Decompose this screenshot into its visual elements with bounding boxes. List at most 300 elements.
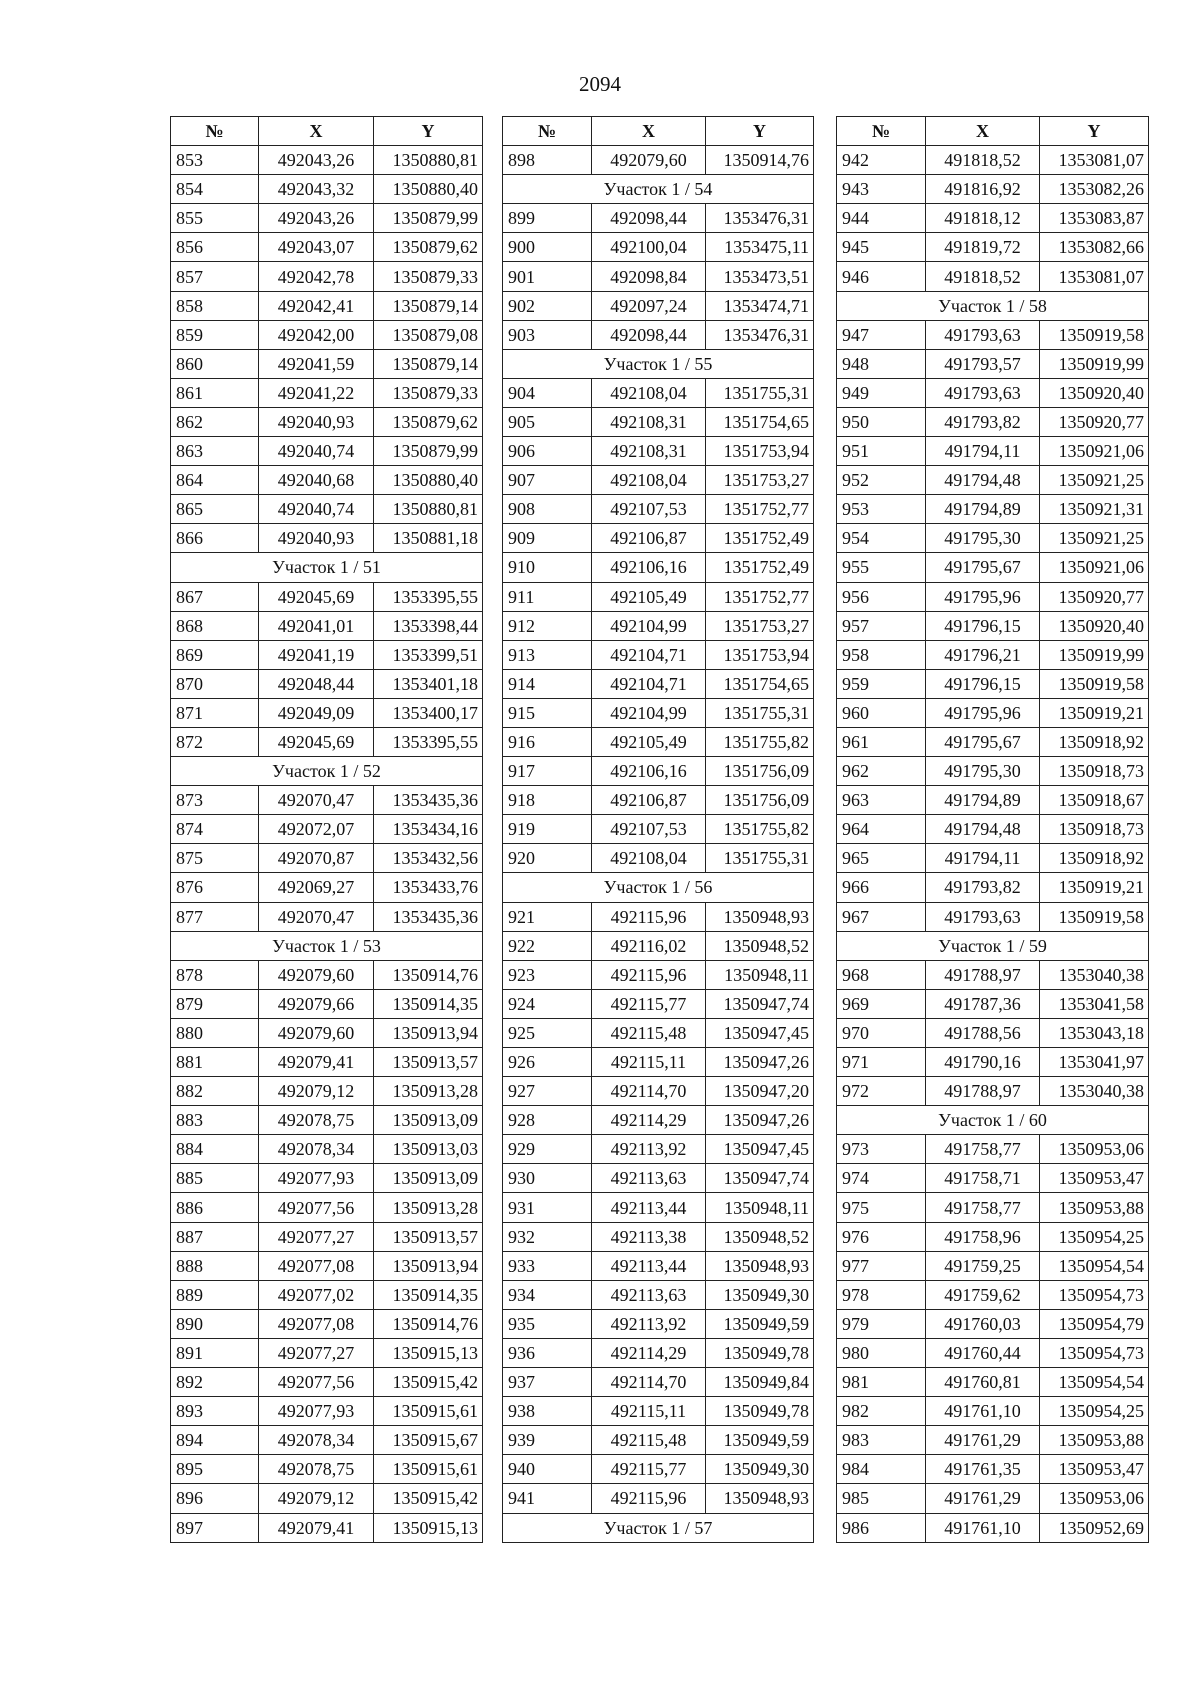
point-number-cell: 905: [503, 407, 592, 436]
point-number-cell: 961: [837, 727, 926, 756]
point-number-cell: 952: [837, 466, 926, 495]
table-row: [837, 262, 1149, 291]
table-row: [837, 815, 1149, 844]
point-number-cell: 912: [503, 611, 592, 640]
page-number: 2094: [579, 72, 621, 96]
y-coordinate-cell: 1350879,99: [374, 204, 483, 233]
point-number-cell: 975: [837, 1193, 926, 1222]
x-coordinate-cell: 492040,68: [259, 466, 374, 495]
table-row: [837, 204, 1149, 233]
table-row: [171, 1280, 483, 1309]
y-coordinate-cell: 1350915,42: [374, 1368, 483, 1397]
x-coordinate-cell: 491796,15: [926, 611, 1040, 640]
point-number-cell: 966: [837, 873, 926, 902]
table-row: [171, 495, 483, 524]
point-number-cell: 859: [171, 320, 259, 349]
y-coordinate-cell: 1350914,35: [374, 989, 483, 1018]
y-coordinate-cell: 1350919,58: [1040, 320, 1149, 349]
y-coordinate-cell: 1350918,92: [1040, 844, 1149, 873]
table-row: [503, 1338, 814, 1367]
y-coordinate-cell: 1351753,27: [706, 611, 814, 640]
point-number-cell: 982: [837, 1397, 926, 1426]
y-coordinate-cell: 1350947,74: [706, 989, 814, 1018]
table-row: [503, 902, 814, 931]
x-coordinate-cell: 492104,99: [592, 611, 706, 640]
y-coordinate-cell: 1353043,18: [1040, 1018, 1149, 1047]
point-number-cell: 974: [837, 1164, 926, 1193]
x-coordinate-cell: 492043,07: [259, 233, 374, 262]
y-coordinate-cell: 1350953,06: [1040, 1135, 1149, 1164]
point-number-cell: 858: [171, 291, 259, 320]
y-coordinate-cell: 1350954,54: [1040, 1251, 1149, 1280]
table-row: [503, 1455, 814, 1484]
x-coordinate-cell: 491819,72: [926, 233, 1040, 262]
table-row: [837, 1338, 1149, 1367]
point-number-cell: 922: [503, 931, 592, 960]
point-number-cell: 918: [503, 786, 592, 815]
table-header-row: [503, 117, 814, 146]
point-number-cell: 947: [837, 320, 926, 349]
point-number-cell: 933: [503, 1251, 592, 1280]
x-coordinate-cell: 492108,31: [592, 407, 706, 436]
table-row: [503, 960, 814, 989]
point-number-cell: 889: [171, 1280, 259, 1309]
point-number-cell: 981: [837, 1368, 926, 1397]
point-number-cell: 921: [503, 902, 592, 931]
section-heading: Участок 1 / 53: [171, 931, 483, 960]
point-number-cell: 969: [837, 989, 926, 1018]
table-row: [171, 1251, 483, 1280]
table-row: [837, 553, 1149, 582]
x-coordinate-cell: 491793,63: [926, 320, 1040, 349]
y-coordinate-cell: 1350948,93: [706, 1251, 814, 1280]
table-row: [503, 495, 814, 524]
point-number-cell: 944: [837, 204, 926, 233]
table-row: [837, 524, 1149, 553]
point-number-cell: 916: [503, 727, 592, 756]
y-coordinate-cell: 1351752,49: [706, 553, 814, 582]
table-row: [171, 1309, 483, 1338]
y-coordinate-cell: 1350914,35: [374, 1280, 483, 1309]
point-number-cell: 887: [171, 1222, 259, 1251]
table-row: [171, 233, 483, 262]
x-coordinate-cell: 492077,08: [259, 1251, 374, 1280]
x-coordinate-cell: 491793,57: [926, 349, 1040, 378]
table-row: [503, 378, 814, 407]
point-number-cell: 973: [837, 1135, 926, 1164]
x-coordinate-cell: 491795,30: [926, 757, 1040, 786]
table-row: [837, 989, 1149, 1018]
y-coordinate-cell: 1350949,59: [706, 1426, 814, 1455]
y-coordinate-cell: 1351753,94: [706, 640, 814, 669]
x-coordinate-cell: 492043,32: [259, 175, 374, 204]
y-coordinate-cell: 1350954,73: [1040, 1338, 1149, 1367]
table-row: [503, 146, 814, 175]
table-row: [503, 1193, 814, 1222]
table-row: [171, 669, 483, 698]
y-coordinate-cell: 1351754,65: [706, 407, 814, 436]
table-row: [171, 1164, 483, 1193]
point-number-cell: 950: [837, 407, 926, 436]
point-number-cell: 895: [171, 1455, 259, 1484]
x-coordinate-cell: 492113,44: [592, 1251, 706, 1280]
table-row: [503, 727, 814, 756]
x-coordinate-cell: 491761,10: [926, 1397, 1040, 1426]
point-number-cell: 911: [503, 582, 592, 611]
y-coordinate-cell: 1350954,54: [1040, 1368, 1149, 1397]
x-coordinate-cell: 491790,16: [926, 1048, 1040, 1077]
point-number-cell: 977: [837, 1251, 926, 1280]
table-row: [503, 1426, 814, 1455]
x-coordinate-cell: 492078,34: [259, 1135, 374, 1164]
table-row: [503, 1280, 814, 1309]
y-coordinate-cell: 1350914,76: [374, 1309, 483, 1338]
y-coordinate-cell: 1350913,28: [374, 1193, 483, 1222]
table-row: [503, 524, 814, 553]
table-row: [503, 1048, 814, 1077]
y-coordinate-cell: 1350879,14: [374, 349, 483, 378]
x-header: X: [592, 117, 706, 146]
point-number-cell: 937: [503, 1368, 592, 1397]
y-coordinate-cell: 1350913,03: [374, 1135, 483, 1164]
table-row: [503, 320, 814, 349]
y-coordinate-cell: 1350948,52: [706, 931, 814, 960]
point-number-cell: 875: [171, 844, 259, 873]
x-coordinate-cell: 492041,01: [259, 611, 374, 640]
y-coordinate-cell: 1350879,08: [374, 320, 483, 349]
y-coordinate-cell: 1350915,13: [374, 1338, 483, 1367]
y-coordinate-cell: 1350947,26: [706, 1048, 814, 1077]
point-number-cell: 871: [171, 698, 259, 727]
x-coordinate-cell: 492114,70: [592, 1368, 706, 1397]
table-row: [503, 407, 814, 436]
point-number-cell: 904: [503, 378, 592, 407]
x-coordinate-cell: 491760,03: [926, 1309, 1040, 1338]
y-coordinate-cell: 1351752,49: [706, 524, 814, 553]
point-number-cell: 954: [837, 524, 926, 553]
y-coordinate-cell: 1350949,30: [706, 1455, 814, 1484]
y-coordinate-cell: 1350919,99: [1040, 640, 1149, 669]
point-number-cell: 903: [503, 320, 592, 349]
point-number-cell: 970: [837, 1018, 926, 1047]
x-coordinate-cell: 492098,44: [592, 204, 706, 233]
point-number-cell: 879: [171, 989, 259, 1018]
table-row: [503, 582, 814, 611]
table-row: [503, 698, 814, 727]
x-coordinate-cell: 492113,92: [592, 1309, 706, 1338]
section-heading-row: [503, 175, 814, 204]
section-heading: Участок 1 / 55: [503, 349, 814, 378]
y-coordinate-cell: 1350880,40: [374, 175, 483, 204]
y-coordinate-cell: 1350921,06: [1040, 437, 1149, 466]
y-coordinate-cell: 1350920,40: [1040, 378, 1149, 407]
point-number-cell: 986: [837, 1513, 926, 1542]
point-number-cell: 940: [503, 1455, 592, 1484]
x-coordinate-cell: 492042,78: [259, 262, 374, 291]
table-row: [171, 1193, 483, 1222]
x-coordinate-cell: 491758,96: [926, 1222, 1040, 1251]
number-header: №: [837, 117, 926, 146]
table-row: [171, 146, 483, 175]
table-row: [171, 320, 483, 349]
table-row: [837, 1222, 1149, 1251]
coordinates-table-2: [502, 116, 814, 1543]
y-coordinate-cell: 1350879,99: [374, 437, 483, 466]
point-number-cell: 880: [171, 1018, 259, 1047]
x-coordinate-cell: 492042,00: [259, 320, 374, 349]
x-header: X: [259, 117, 374, 146]
table-row: [171, 1018, 483, 1047]
table-row: [503, 1077, 814, 1106]
point-number-cell: 881: [171, 1048, 259, 1077]
y-coordinate-cell: 1350913,28: [374, 1077, 483, 1106]
x-coordinate-cell: 491795,67: [926, 553, 1040, 582]
x-coordinate-cell: 492040,74: [259, 437, 374, 466]
y-coordinate-cell: 1350879,62: [374, 407, 483, 436]
point-number-cell: 941: [503, 1484, 592, 1513]
point-number-cell: 917: [503, 757, 592, 786]
x-coordinate-cell: 491793,82: [926, 407, 1040, 436]
point-number-cell: 953: [837, 495, 926, 524]
table-row: [503, 1397, 814, 1426]
table-row: [171, 1426, 483, 1455]
point-number-cell: 942: [837, 146, 926, 175]
table-row: [503, 931, 814, 960]
table-row: [503, 1309, 814, 1338]
y-coordinate-cell: 1353081,07: [1040, 262, 1149, 291]
x-coordinate-cell: 491795,67: [926, 727, 1040, 756]
y-coordinate-cell: 1350953,88: [1040, 1193, 1149, 1222]
x-coordinate-cell: 492108,31: [592, 437, 706, 466]
table-row: [837, 786, 1149, 815]
table-row: [837, 407, 1149, 436]
table-row: [837, 1309, 1149, 1338]
y-coordinate-cell: 1350913,09: [374, 1164, 483, 1193]
point-number-cell: 957: [837, 611, 926, 640]
table-row: [171, 786, 483, 815]
point-number-cell: 873: [171, 786, 259, 815]
table-row: [503, 989, 814, 1018]
point-number-cell: 959: [837, 669, 926, 698]
x-coordinate-cell: 492115,11: [592, 1048, 706, 1077]
point-number-cell: 913: [503, 640, 592, 669]
point-number-cell: 949: [837, 378, 926, 407]
point-number-cell: 868: [171, 611, 259, 640]
y-coordinate-cell: 1350954,25: [1040, 1397, 1149, 1426]
table-row: [837, 960, 1149, 989]
y-coordinate-cell: 1350919,21: [1040, 698, 1149, 727]
point-number-cell: 958: [837, 640, 926, 669]
table-row: [171, 1397, 483, 1426]
point-number-cell: 923: [503, 960, 592, 989]
table-row: [837, 1426, 1149, 1455]
x-coordinate-cell: 492107,53: [592, 815, 706, 844]
y-coordinate-cell: 1353399,51: [374, 640, 483, 669]
y-coordinate-cell: 1353475,11: [706, 233, 814, 262]
table-row: [171, 640, 483, 669]
table-row: [837, 1484, 1149, 1513]
table-row: [837, 349, 1149, 378]
point-number-cell: 939: [503, 1426, 592, 1455]
x-coordinate-cell: 492043,26: [259, 146, 374, 175]
y-coordinate-cell: 1350947,45: [706, 1018, 814, 1047]
table-row: [171, 815, 483, 844]
table-row: [171, 1106, 483, 1135]
table-row: [837, 727, 1149, 756]
x-coordinate-cell: 492040,74: [259, 495, 374, 524]
x-coordinate-cell: 492041,19: [259, 640, 374, 669]
y-coordinate-cell: 1351755,31: [706, 698, 814, 727]
point-number-cell: 892: [171, 1368, 259, 1397]
x-coordinate-cell: 491761,35: [926, 1455, 1040, 1484]
y-coordinate-cell: 1353433,76: [374, 873, 483, 902]
x-coordinate-cell: 492048,44: [259, 669, 374, 698]
x-coordinate-cell: 492115,77: [592, 1455, 706, 1484]
point-number-cell: 897: [171, 1513, 259, 1542]
x-coordinate-cell: 492070,87: [259, 844, 374, 873]
y-coordinate-cell: 1351756,09: [706, 757, 814, 786]
y-coordinate-cell: 1353398,44: [374, 611, 483, 640]
y-coordinate-cell: 1353082,66: [1040, 233, 1149, 262]
section-heading-row: [837, 931, 1149, 960]
point-number-cell: 870: [171, 669, 259, 698]
section-heading: Участок 1 / 56: [503, 873, 814, 902]
table-row: [503, 640, 814, 669]
table-row: [837, 175, 1149, 204]
table-row: [171, 611, 483, 640]
y-coordinate-cell: 1353081,07: [1040, 146, 1149, 175]
x-coordinate-cell: 492115,96: [592, 1484, 706, 1513]
x-coordinate-cell: 492072,07: [259, 815, 374, 844]
x-coordinate-cell: 491787,36: [926, 989, 1040, 1018]
y-coordinate-cell: 1350914,76: [374, 960, 483, 989]
point-number-cell: 967: [837, 902, 926, 931]
x-coordinate-cell: 492104,71: [592, 669, 706, 698]
table-row: [171, 960, 483, 989]
x-coordinate-cell: 492115,77: [592, 989, 706, 1018]
x-coordinate-cell: 492115,11: [592, 1397, 706, 1426]
x-coordinate-cell: 491794,89: [926, 495, 1040, 524]
y-coordinate-cell: 1350918,73: [1040, 757, 1149, 786]
table-row: [171, 844, 483, 873]
table-row: [171, 1368, 483, 1397]
table-row: [837, 1048, 1149, 1077]
table-row: [837, 669, 1149, 698]
x-coordinate-cell: 491759,25: [926, 1251, 1040, 1280]
table-row: [837, 873, 1149, 902]
table-row: [171, 1455, 483, 1484]
table-row: [503, 815, 814, 844]
table-row: [171, 1484, 483, 1513]
point-number-cell: 866: [171, 524, 259, 553]
point-number-cell: 884: [171, 1135, 259, 1164]
point-number-cell: 872: [171, 727, 259, 756]
x-coordinate-cell: 492077,93: [259, 1397, 374, 1426]
y-coordinate-cell: 1350881,18: [374, 524, 483, 553]
table-row: [503, 1368, 814, 1397]
point-number-cell: 898: [503, 146, 592, 175]
table-row: [837, 466, 1149, 495]
y-coordinate-cell: 1353432,56: [374, 844, 483, 873]
table-row: [503, 611, 814, 640]
y-coordinate-cell: 1350913,57: [374, 1048, 483, 1077]
x-coordinate-cell: 491794,89: [926, 786, 1040, 815]
y-coordinate-cell: 1351755,31: [706, 378, 814, 407]
point-number-cell: 869: [171, 640, 259, 669]
y-coordinate-cell: 1350954,73: [1040, 1280, 1149, 1309]
y-coordinate-cell: 1353435,36: [374, 786, 483, 815]
section-heading-row: [837, 1106, 1149, 1135]
x-coordinate-cell: 492105,49: [592, 727, 706, 756]
x-coordinate-cell: 491761,10: [926, 1513, 1040, 1542]
table-row: [171, 1513, 483, 1542]
x-coordinate-cell: 491761,29: [926, 1484, 1040, 1513]
point-number-cell: 968: [837, 960, 926, 989]
x-coordinate-cell: 491760,81: [926, 1368, 1040, 1397]
point-number-cell: 919: [503, 815, 592, 844]
x-coordinate-cell: 492106,87: [592, 786, 706, 815]
x-coordinate-cell: 492113,63: [592, 1164, 706, 1193]
point-number-cell: 984: [837, 1455, 926, 1484]
x-coordinate-cell: 492105,49: [592, 582, 706, 611]
point-number-cell: 910: [503, 553, 592, 582]
x-coordinate-cell: 492113,44: [592, 1193, 706, 1222]
table-row: [503, 466, 814, 495]
x-coordinate-cell: 492078,75: [259, 1106, 374, 1135]
y-coordinate-cell: 1350949,59: [706, 1309, 814, 1338]
table-row: [171, 582, 483, 611]
number-header: №: [171, 117, 259, 146]
y-coordinate-cell: 1353083,87: [1040, 204, 1149, 233]
y-coordinate-cell: 1350949,84: [706, 1368, 814, 1397]
point-number-cell: 865: [171, 495, 259, 524]
table-row: [171, 524, 483, 553]
point-number-cell: 971: [837, 1048, 926, 1077]
table-row: [837, 233, 1149, 262]
point-number-cell: 896: [171, 1484, 259, 1513]
y-coordinate-cell: 1350915,61: [374, 1397, 483, 1426]
y-coordinate-cell: 1353474,71: [706, 291, 814, 320]
table-header-row: [171, 117, 483, 146]
x-coordinate-cell: 492078,34: [259, 1426, 374, 1455]
table-row: [503, 844, 814, 873]
x-coordinate-cell: 491793,63: [926, 902, 1040, 931]
point-number-cell: 856: [171, 233, 259, 262]
x-coordinate-cell: 492114,70: [592, 1077, 706, 1106]
y-coordinate-cell: 1351753,27: [706, 466, 814, 495]
y-coordinate-cell: 1353041,58: [1040, 989, 1149, 1018]
y-coordinate-cell: 1351756,09: [706, 786, 814, 815]
y-coordinate-cell: 1353434,16: [374, 815, 483, 844]
y-coordinate-cell: 1350953,47: [1040, 1164, 1149, 1193]
x-coordinate-cell: 492077,56: [259, 1193, 374, 1222]
x-coordinate-cell: 491761,29: [926, 1426, 1040, 1455]
table-row: [503, 553, 814, 582]
point-number-cell: 876: [171, 873, 259, 902]
section-heading: Участок 1 / 52: [171, 757, 483, 786]
x-coordinate-cell: 492070,47: [259, 902, 374, 931]
point-number-cell: 938: [503, 1397, 592, 1426]
x-coordinate-cell: 491794,11: [926, 437, 1040, 466]
point-number-cell: 948: [837, 349, 926, 378]
y-coordinate-cell: 1353040,38: [1040, 1077, 1149, 1106]
x-coordinate-cell: 492077,08: [259, 1309, 374, 1338]
y-coordinate-cell: 1350947,74: [706, 1164, 814, 1193]
point-number-cell: 907: [503, 466, 592, 495]
point-number-cell: 862: [171, 407, 259, 436]
point-number-cell: 927: [503, 1077, 592, 1106]
x-coordinate-cell: 492079,60: [259, 960, 374, 989]
